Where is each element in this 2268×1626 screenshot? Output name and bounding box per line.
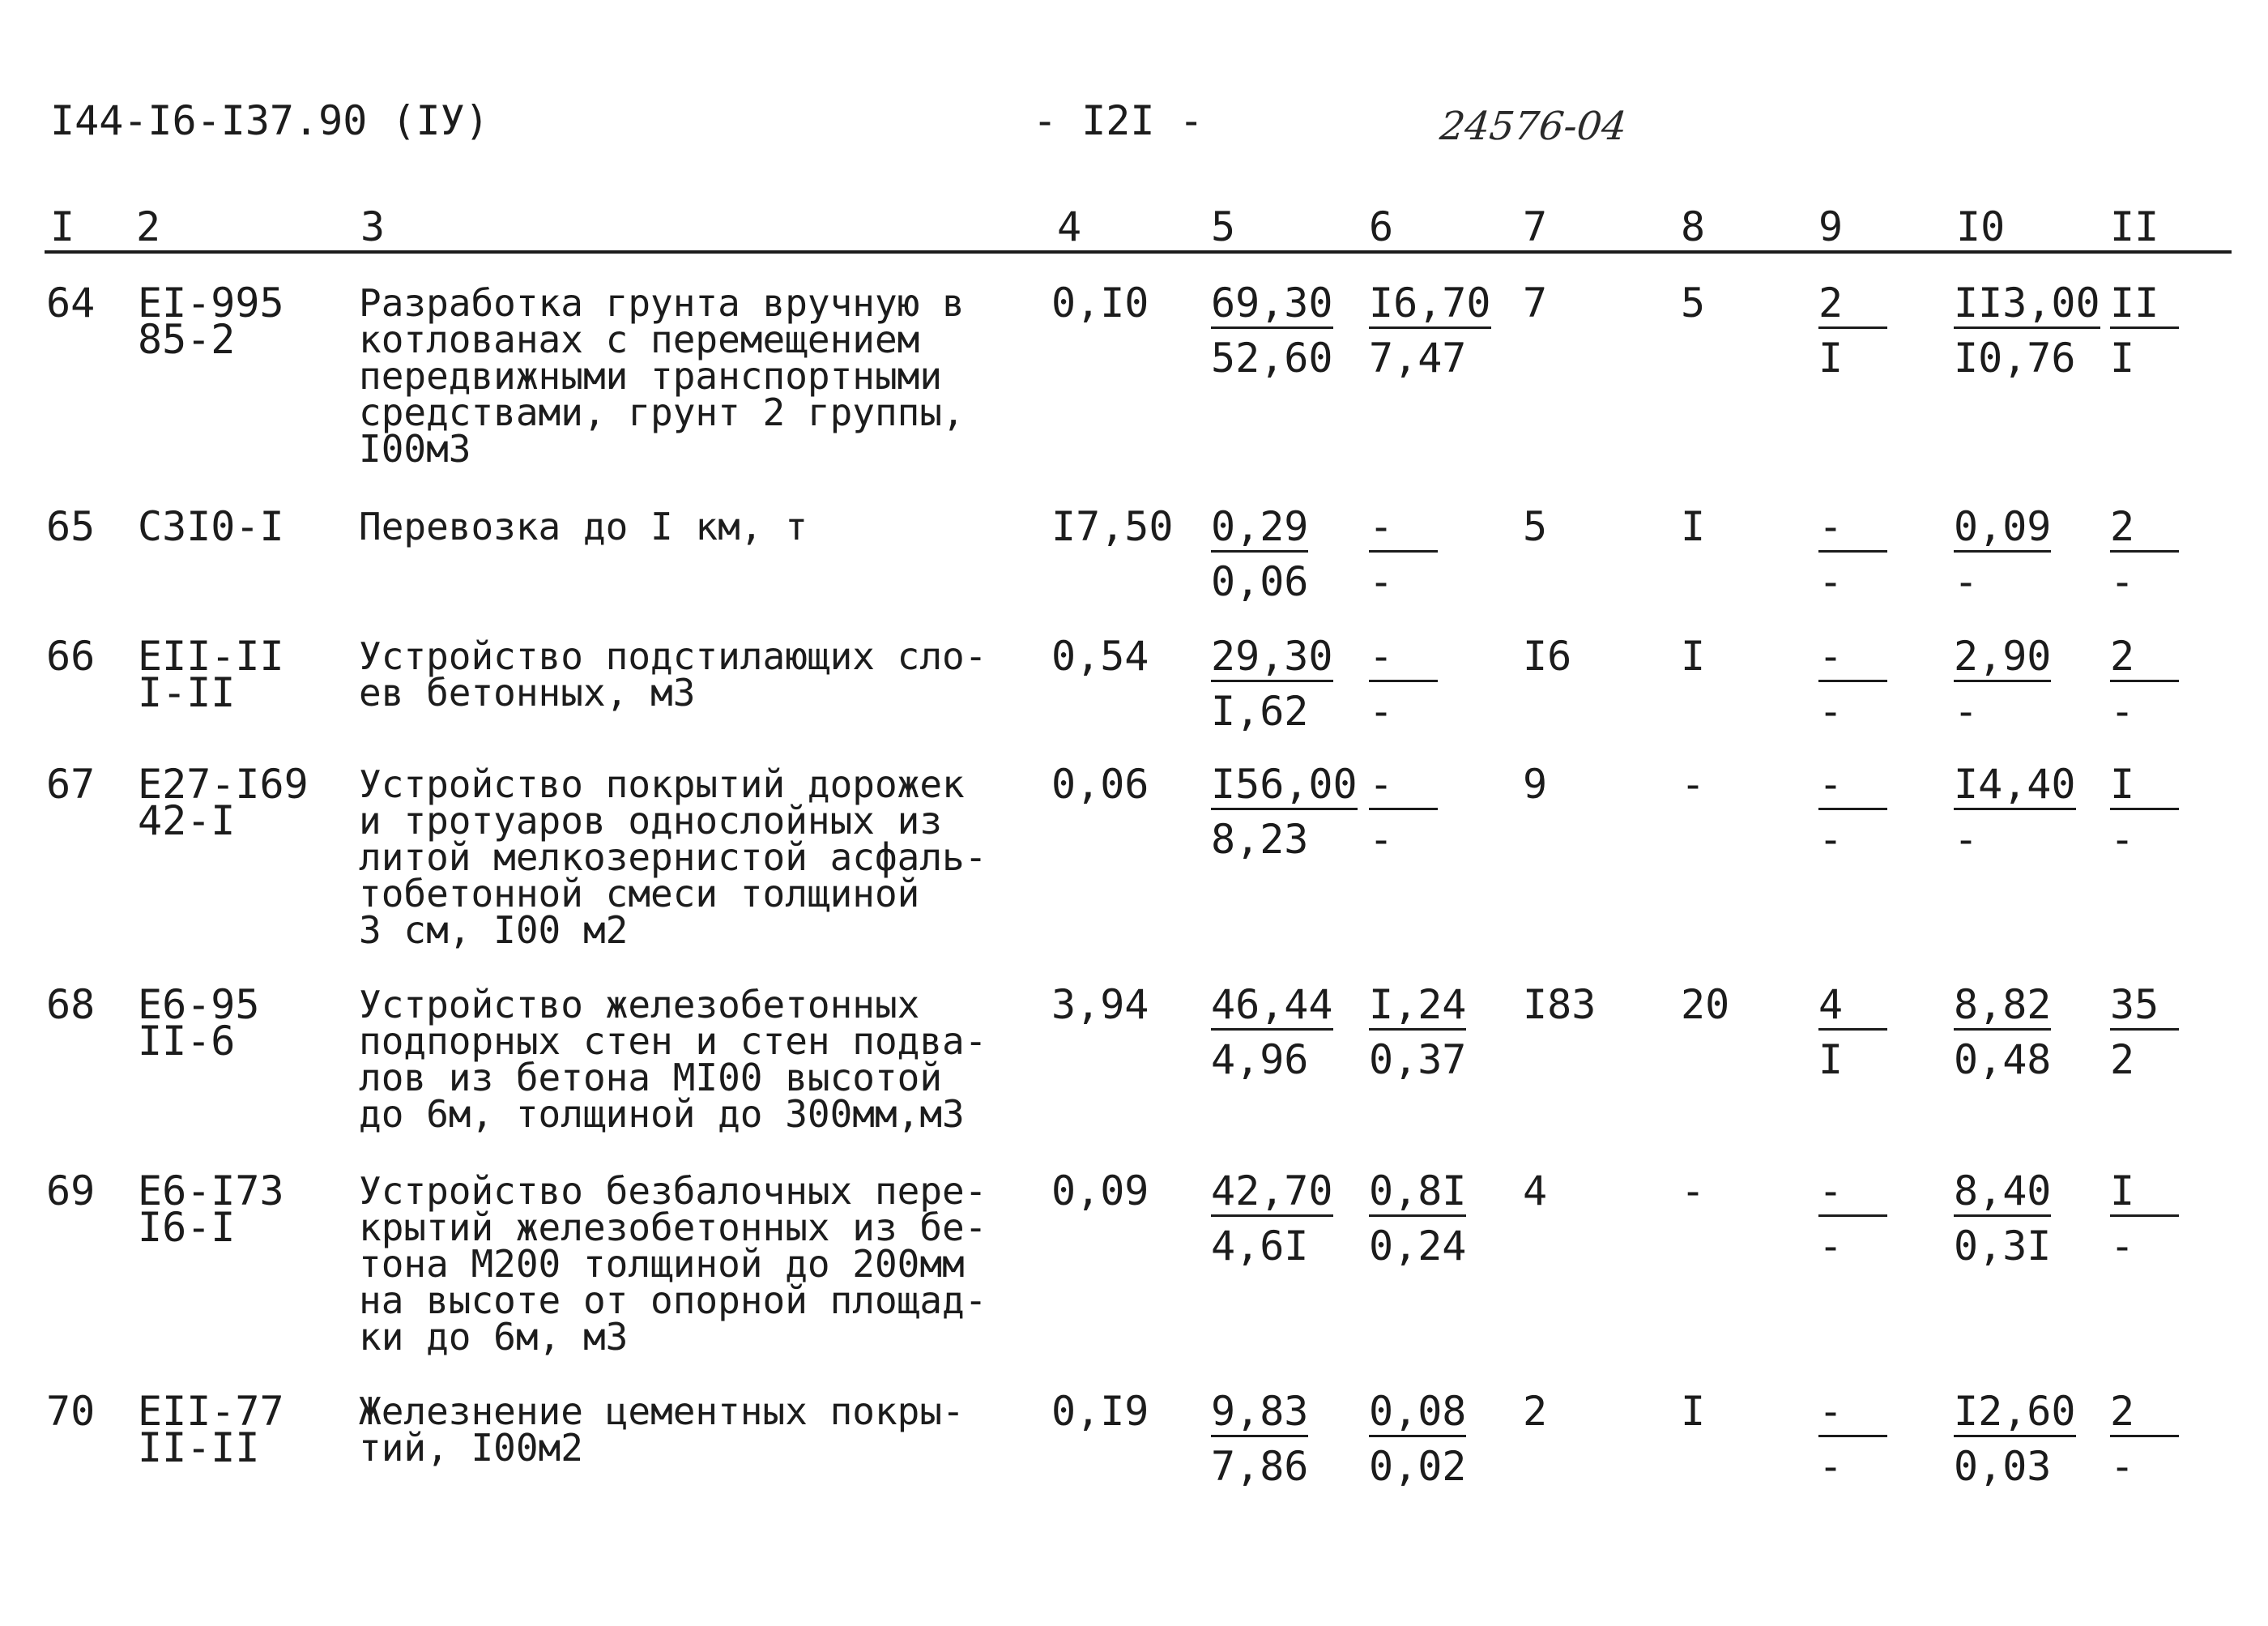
quantity: I7,50 [1051,503,1174,550]
col7-value: 5 [1523,503,1548,550]
work-description: Устройство безбалочных пере- крытий железобетонных из бе- тона M200 толщиной до 200мм на высоте от опорной площад- ки до 6м, м3 [359,1169,987,1359]
col5-denominator: 8,23 [1211,816,1309,863]
col9-numerator: 2 [1818,285,1887,329]
col10-denominator: 0,03 [1954,1443,2052,1490]
column-header-1: I [50,203,75,250]
col9-denominator: - [1818,558,1844,605]
col10-numerator: 2,90 [1954,638,2051,682]
col6-denominator: - [1369,558,1394,605]
quantity: 0,06 [1051,761,1149,808]
column-header-5: 5 [1211,203,1236,250]
col9-numerator: - [1818,1173,1887,1217]
row-number: 70 [46,1388,96,1435]
col11-denominator: - [2110,1443,2135,1490]
quantity: 0,I9 [1051,1388,1149,1435]
col11-denominator: - [2110,558,2135,605]
col11-denominator: - [2110,1223,2135,1270]
col5-denominator: I,62 [1211,688,1309,735]
col6-numerator: I,24 [1369,987,1466,1031]
col10-numerator: I4,40 [1954,766,2076,810]
col6-numerator: I6,70 [1369,285,1491,329]
col9-numerator: 4 [1818,987,1887,1031]
col6-denominator: 0,24 [1369,1223,1467,1270]
quantity: 0,I0 [1051,280,1149,326]
col9-denominator: I [1818,335,1844,382]
row-number: 66 [46,633,96,680]
col7-value: 2 [1523,1388,1548,1435]
col6-denominator: - [1369,688,1394,735]
handwritten-inventory-number: 24576-04 [1438,104,1629,149]
col6-numerator: - [1369,638,1438,682]
col6-denominator: 7,47 [1369,335,1467,382]
col5-numerator: 29,30 [1211,638,1333,682]
rate-code: E27-I69 42-I [138,761,309,844]
work-description: Устройство подстилающих сло- ев бетонных, м3 [359,634,987,715]
col10-denominator: - [1954,558,1979,605]
column-header-7: 7 [1523,203,1548,250]
col6-denominator: 0,02 [1369,1443,1467,1490]
col11-numerator: I [2110,766,2179,810]
quantity: 0,54 [1051,633,1149,680]
col5-denominator: 4,96 [1211,1036,1309,1083]
col11-numerator: I [2110,1173,2179,1217]
col10-numerator: II3,00 [1954,285,2100,329]
col10-numerator: 8,40 [1954,1173,2051,1217]
col8-value: I [1681,1388,1706,1435]
col9-denominator: - [1818,688,1844,735]
col11-denominator: 2 [2110,1036,2135,1083]
rate-code: C3I0-I [138,503,284,550]
col7-value: 7 [1523,280,1548,326]
col11-numerator: 35 [2110,987,2179,1031]
col9-denominator: - [1818,816,1844,863]
col5-denominator: 52,60 [1211,335,1333,382]
col5-numerator: I56,00 [1211,766,1358,810]
col9-numerator: - [1818,509,1887,553]
col10-denominator: - [1954,688,1979,735]
col9-numerator: - [1818,1393,1887,1437]
col7-value: I6 [1523,633,1572,680]
col9-denominator: - [1818,1443,1844,1490]
column-header-4: 4 [1057,203,1082,250]
work-description: Устройство железобетонных подпорных стен и стен подва- лов из бетона MI00 высотой до 6м, толщиной до 300мм,м3 [359,983,987,1136]
col5-denominator: 7,86 [1211,1443,1309,1490]
rate-code: E6-95 II-6 [138,981,260,1065]
column-header-10: I0 [1956,203,2006,250]
work-description: Железнение цементных покры- тий, I00м2 [359,1389,965,1470]
col6-numerator: - [1369,766,1438,810]
col8-value: I [1681,633,1706,680]
col11-numerator: 2 [2110,509,2179,553]
col5-numerator: 69,30 [1211,285,1333,329]
col9-numerator: - [1818,766,1887,810]
col10-denominator: 0,48 [1954,1036,2052,1083]
row-number: 64 [46,280,96,326]
col10-numerator: I2,60 [1954,1393,2076,1437]
rate-code: EII-II I-II [138,633,284,716]
page-number: - I2I - [1033,97,1204,144]
col7-value: I83 [1523,981,1597,1028]
document-code: I44-I6-I37.90 (IУ) [50,97,489,144]
column-header-11: II [2110,203,2159,250]
col10-denominator: - [1954,816,1979,863]
column-header-9: 9 [1818,203,1844,250]
col5-numerator: 42,70 [1211,1173,1333,1217]
col8-value: - [1681,761,1706,808]
col10-numerator: 8,82 [1954,987,2051,1031]
row-number: 68 [46,981,96,1028]
col10-denominator: 0,3I [1954,1223,2052,1270]
col8-value: I [1681,503,1706,550]
rate-code: E6-I73 I6-I [138,1167,284,1251]
col11-numerator: 2 [2110,1393,2179,1437]
quantity: 3,94 [1051,981,1149,1028]
col6-numerator: - [1369,509,1438,553]
column-header-8: 8 [1681,203,1706,250]
rate-code: EI-995 85-2 [138,280,284,363]
col7-value: 9 [1523,761,1548,808]
header-rule [45,250,2232,254]
row-number: 65 [46,503,96,550]
col10-numerator: 0,09 [1954,509,2051,553]
column-header-6: 6 [1369,203,1394,250]
quantity: 0,09 [1051,1167,1149,1214]
work-description: Устройство покрытий дорожек и тротуаров однослойных из литой мелкозернистой асфаль- тобетонной смеси толщиной 3 см, I00 м2 [359,762,987,952]
col8-value: 5 [1681,280,1706,326]
col6-numerator: 0,08 [1369,1393,1466,1437]
col9-numerator: - [1818,638,1887,682]
col5-denominator: 0,06 [1211,558,1309,605]
col10-denominator: I0,76 [1954,335,2076,382]
col7-value: 4 [1523,1167,1548,1214]
col6-denominator: 0,37 [1369,1036,1467,1083]
col6-numerator: 0,8I [1369,1173,1466,1217]
col5-denominator: 4,6I [1211,1223,1309,1270]
rate-code: EII-77 II-II [138,1388,284,1471]
col5-numerator: 9,83 [1211,1393,1308,1437]
col11-denominator: I [2110,335,2135,382]
col5-numerator: 0,29 [1211,509,1308,553]
col8-value: - [1681,1167,1706,1214]
col11-denominator: - [2110,816,2135,863]
col6-denominator: - [1369,816,1394,863]
col9-denominator: - [1818,1223,1844,1270]
col8-value: 20 [1681,981,1730,1028]
col11-numerator: 2 [2110,638,2179,682]
work-description: Разработка грунта вручную в котлованах с перемещением передвижными транспортными средствами, грунт 2 группы, I00м3 [359,281,965,471]
col11-denominator: - [2110,688,2135,735]
col5-numerator: 46,44 [1211,987,1333,1031]
row-number: 69 [46,1167,96,1214]
col9-denominator: I [1818,1036,1844,1083]
column-header-2: 2 [136,203,161,250]
col11-numerator: II [2110,285,2179,329]
work-description: Перевозка до I км, т [359,505,808,548]
column-header-3: 3 [360,203,386,250]
row-number: 67 [46,761,96,808]
